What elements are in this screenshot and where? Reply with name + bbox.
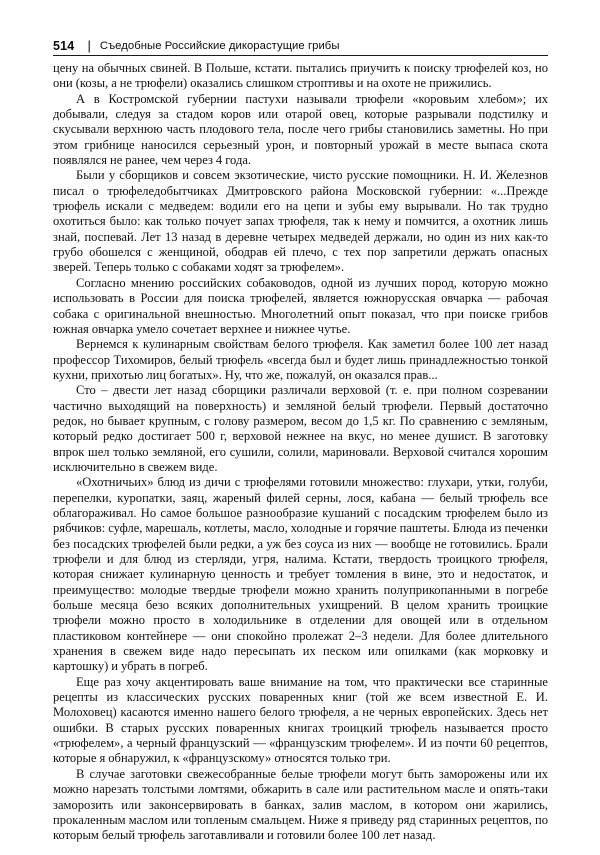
paragraph: Еще раз хочу акцентировать ваше внимание на том, что практически все старинные рецепты из классических русских поваренных книг (той же всем известной Е. И. Молоховец) касаются именно нашего белого трюфеля, а не черных европейских. Здесь нет ошибки. В старых русских поваренных книгах троицкий трюфель называется просто «трюфелем», а черный французский — «французским трюфелем». И из почти 60 рецептов, которые я обнаружил, к «французскому» относятся только три. bbox=[53, 674, 548, 766]
running-header bbox=[53, 30, 548, 52]
paragraph: Были у сборщиков и совсем экзотические, чисто русские помощники. Н. И. Железнов писал о трюфеледобытчиках Дмитровского района Московской губернии: «...Прежде трюфель искали с медведем: водили его на цепи и зубы ему вырывали. Но так трудно охотиться было: как только почует запах трюфеля, так к нему и помчится, а охотник лишь знай, поспевай. Лет 13 назад в деревне четырех медведей держали, но один из них как-то грубо обошелся с женщиной, ободрав ей плечо, с тех пор запретили держать опасных зверей. Теперь только с собаками ходят за трюфелем». bbox=[53, 168, 548, 275]
paragraph: Сто – двести лет назад сборщики различали верховой (т. е. при полном созревании частично выходящий на поверхность) и земляной белый трюфели. Первый достаточно редок, но бывает крупным, с голову размером, весом до 1,5 кг. По сравнению с земляным, который редко достигает 500 г, верховой нежнее на вкус, но менее душист. В заготовку впрок шел только земляной, его сушили, солили, мариновали. Верховой считался хорошим исключительно в свежем виде. bbox=[53, 383, 548, 474]
paragraph: цену на обычных свиней. В Польше, кстати. пытались приучить к поиску трюфелей коз, но они (козы, а не трюфели) оказались слишком строптивы и на охоте не прижились. bbox=[53, 61, 548, 91]
paragraph: А в Костромской губернии пастухи называли трюфели «коровьим хлебом»; их добывали, следуя за стадом коров или отарой овец, которые разрывали подстилку и скусывали верхнюю часть плодового тела, после чего грибы становились заметны. Но при этом грибнице наносился серьезный урон, и повторный урожай в месте выпаса скота появлялся не ранее, чем через 4 года. bbox=[53, 91, 548, 168]
header-rule bbox=[53, 55, 548, 56]
paragraph: Вернемся к кулинарным свойствам белого трюфеля. Как заметил более 100 лет назад профессор Тихомиров, белый трюфель «всегда был и будет лишь принадлежностью тонкой кухни, прихотью лиц богатых». Ну, что же, пожалуй, он оказался прав... bbox=[53, 337, 548, 382]
header-separator: | bbox=[87, 38, 91, 53]
page-number: 514 bbox=[53, 38, 75, 53]
paragraph: Согласно мнению российских собаководов, одной из лучших пород, которую можно использовать в России для поиска трюфелей, является южнорусская овчарка — рабочая собака с оригинальной внешностью. Многолетний опыт показал, что при поиске грибов южная овчарка умело сочетает верхнее и нижнее чутье. bbox=[53, 275, 548, 336]
book-title: Съедобные Российские дикорастущие грибы bbox=[99, 39, 340, 52]
paragraph: «Охотничьих» блюд из дичи с трюфелями готовили множество: глухари, утки, голуби, перепелки, куропатки, заяц, жареный филей серны, лося, кабана — белый трюфель все облагораживал. Но самое большое разнообразие кушаний с посадским трюфелем было из рябчиков: суфле, марешаль, котлеты, масло, холодные и горячие паштеты. Блюда из печенки без посадских трюфелей были редки, а уж без соуса из них — вообще не готовились. Брали трюфели и для блюд из стерляди, угря, налима. Кстати, твердость троицкого трюфеля, которая снижает кулинарную ценность и требует томления в вине, это и недостаток, и преимущество: молодые твердые трюфели можно хранить полуприкопанными в погребе больше месяца безо всяких дополнительных ухищрений. В целом хранить троицкие трюфели можно просто в холодильнике в отделении для овощей или в отдельном пластиковом контейнере — они спокойно пролежат 2–3 недели. Для более длительного хранения в свежем виде надо пересыпать их песком или опилками (как морковку и картошку) и убрать в погреб. bbox=[53, 475, 548, 674]
paragraph: В случае заготовки свежесобранные белые трюфели могут быть заморожены или их можно нарезать толстыми ломтями, обжарить в сале или растительном масле и опять-таки заморозить или законсервировать в банках, залив маслом, в котором они жарились, прокаленным маслом или топленым смальцем. Ниже я приведу ряд старинных рецептов, по которым белый трюфель заготавливали и готовили более 100 лет назад. bbox=[53, 766, 548, 843]
body-text-column bbox=[53, 61, 548, 844]
